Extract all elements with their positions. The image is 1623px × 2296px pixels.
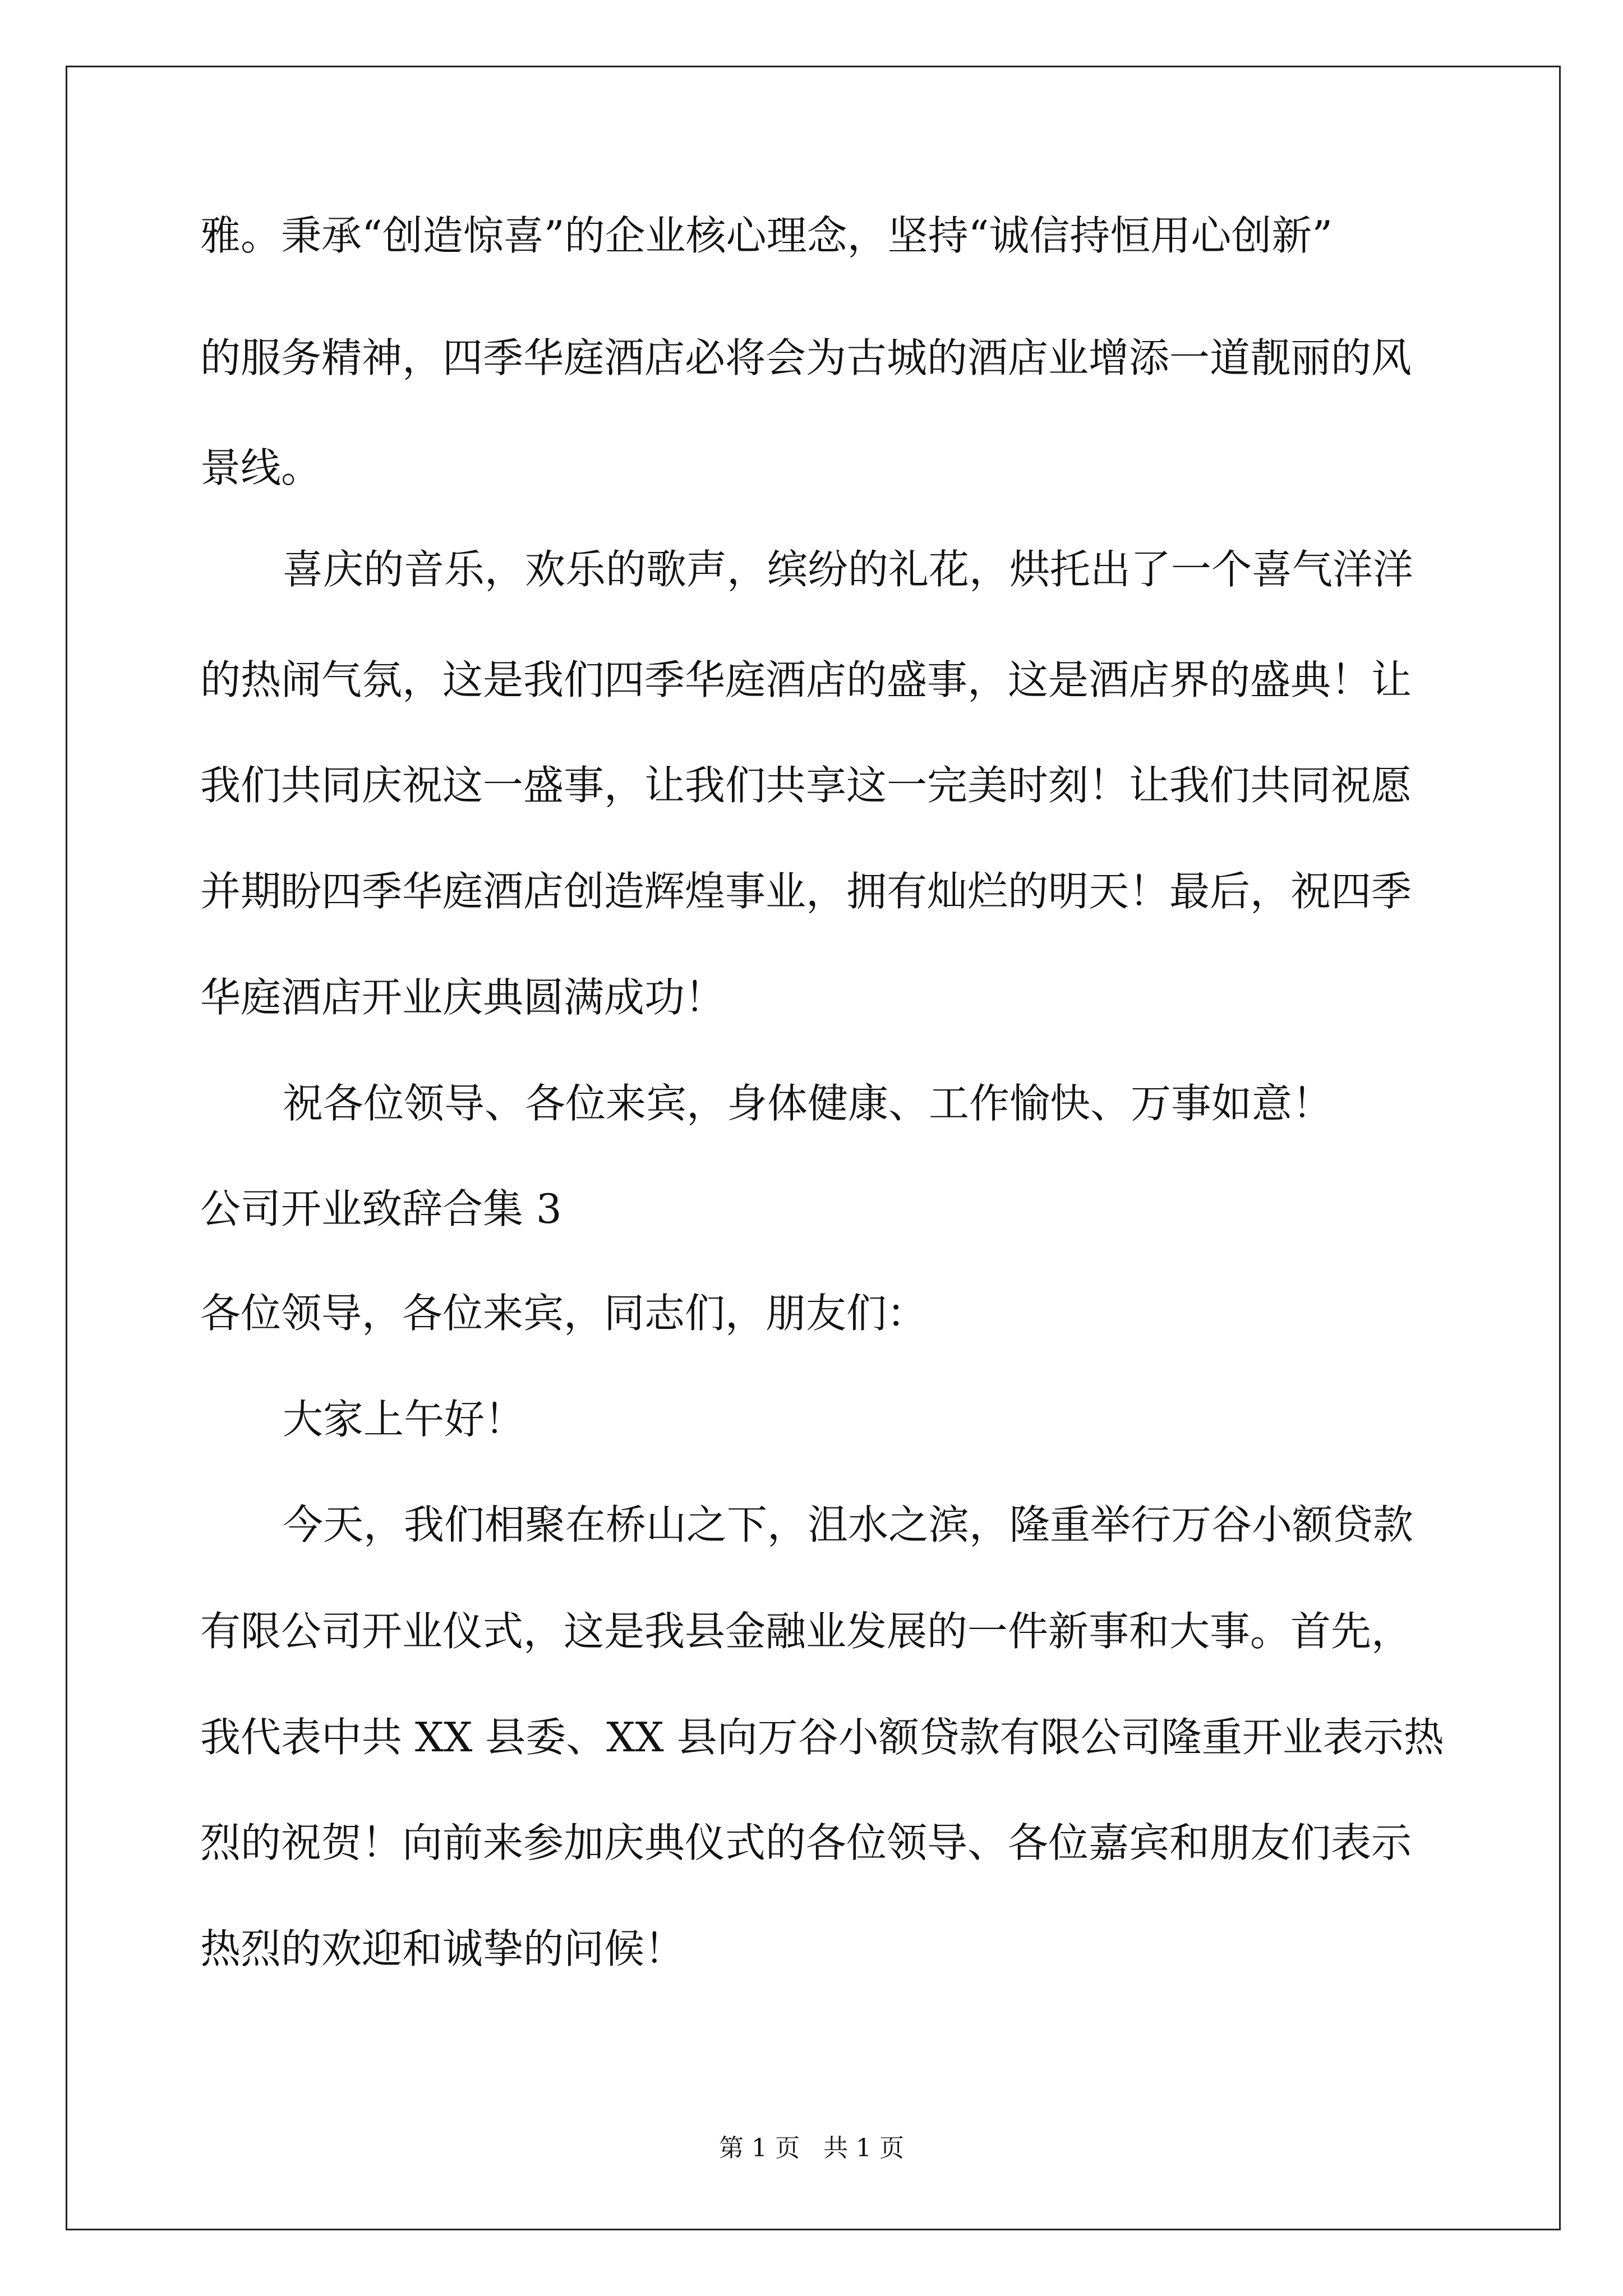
text-line: 烈的祝贺！向前来参加庆典仪式的各位领导、各位嘉宾和朋友们表示	[200, 1819, 1412, 1866]
paragraph-first-line: 祝各位领导、各位来宾，身体健康、工作愉快、万事如意！	[283, 1080, 1333, 1127]
text-line: 我们共同庆祝这一盛事，让我们共享这一完美时刻！让我们共同祝愿	[200, 762, 1412, 809]
section-heading: 公司开业致辞合集 3	[200, 1185, 562, 1232]
paragraph-first-line: 今天，我们相聚在桥山之下，沮水之滨，隆重举行万谷小额贷款	[283, 1501, 1414, 1548]
text-line: 的服务精神，四季华庭酒店必将会为古城的酒店业增添一道靓丽的风	[200, 334, 1412, 381]
paragraph-first-line: 喜庆的音乐，欢乐的歌声，缤纷的礼花，烘托出了一个喜气洋洋	[283, 546, 1414, 593]
text-line: 并期盼四季华庭酒店创造辉煌事业，拥有灿烂的明天！最后，祝四季	[200, 868, 1412, 915]
text-line: 有限公司开业仪式，这是我县金融业发展的一件新事和大事。首先，	[200, 1608, 1412, 1655]
text-line: 我代表中共 XX 县委、XX 县向万谷小额贷款有限公司隆重开业表示热	[200, 1714, 1444, 1761]
text-line: 热烈的欢迎和诚挚的问候！	[200, 1925, 685, 1972]
page-border	[66, 66, 1561, 2230]
text-line: 雅。秉承“创造惊喜”的企业核心理念，坚持“诚信持恒用心创新”	[200, 212, 1333, 259]
greeting: 大家上午好！	[283, 1396, 525, 1443]
text-line: 的热闹气氛，这是我们四季华庭酒店的盛事，这是酒店界的盛典！让	[200, 656, 1412, 703]
text-line: 景线。	[200, 444, 322, 491]
page-number: 第 1 页	[719, 2134, 800, 2162]
page-footer	[0, 2132, 1623, 2165]
text-line: 华庭酒店开业庆典圆满成功！	[200, 974, 726, 1021]
salutation: 各位领导，各位来宾，同志们，朋友们：	[200, 1290, 928, 1337]
page-total: 共 1 页	[823, 2134, 904, 2162]
